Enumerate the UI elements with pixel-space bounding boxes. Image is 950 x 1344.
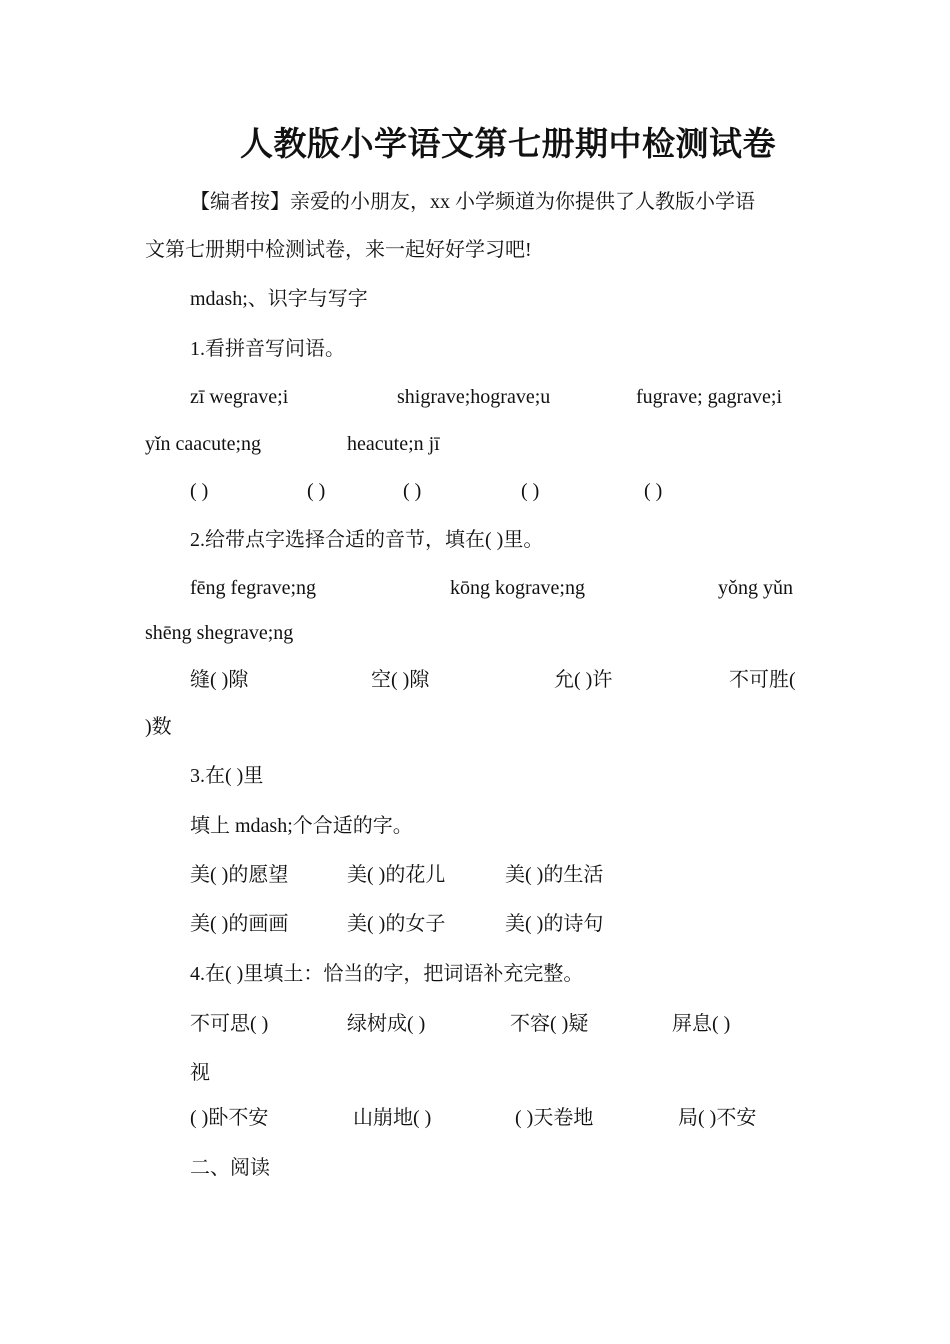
q4-item-6[interactable]: 山崩地( ) xyxy=(353,1107,432,1129)
q3-item-6[interactable]: 美( )的诗句 xyxy=(505,913,604,935)
q4-item-1[interactable]: 不可思( ) xyxy=(190,1013,269,1035)
q1-blank-3[interactable]: ( ) xyxy=(403,480,422,502)
q4-item-4-cont: 视 xyxy=(190,1062,210,1084)
intro-line-1: 【编者按】亲爱的小朋友，xx 小学频道为你提供了人教版小学语 xyxy=(190,191,755,213)
q1-pinyin-2: shigrave;hograve;u xyxy=(397,386,551,408)
section1-heading: mdash;、识字与写字 xyxy=(190,288,368,310)
q1-pinyin-3: fugrave; gagrave;i xyxy=(636,386,783,408)
q2-word-4-cont: )数 xyxy=(145,716,172,738)
q3-item-5[interactable]: 美( )的女子 xyxy=(347,913,446,935)
q1-blank-2[interactable]: ( ) xyxy=(307,480,326,502)
q3-item-3[interactable]: 美( )的生活 xyxy=(505,864,604,886)
q1-pinyin-1: zī wegrave;i xyxy=(190,386,289,408)
q2-pinyin-1: fēng fegrave;ng xyxy=(190,577,317,599)
q4-item-3[interactable]: 不容( )疑 xyxy=(510,1013,589,1035)
q4-item-4[interactable]: 屏息( ) xyxy=(672,1013,731,1035)
q2-pinyin-4: shēng shegrave;ng xyxy=(145,622,294,644)
q3-item-2[interactable]: 美( )的花儿 xyxy=(347,864,446,886)
q4-prompt: 4.在( )里填土：恰当的字，把词语补充完整。 xyxy=(190,963,584,985)
q1-prompt: 1.看拼音写问语。 xyxy=(190,338,345,360)
q1-blank-4[interactable]: ( ) xyxy=(521,480,540,502)
q4-item-7[interactable]: ( )天卷地 xyxy=(515,1107,594,1129)
section2-heading: 二、阅读 xyxy=(190,1157,270,1179)
q1-blank-1[interactable]: ( ) xyxy=(190,480,209,502)
q2-prompt: 2.给带点字选择合适的音节，填在( )里。 xyxy=(190,529,544,551)
intro-line-2: 文第七册期中检测试卷，来一起好好学习吧! xyxy=(145,239,532,261)
q2-word-3[interactable]: 允( )许 xyxy=(554,669,613,691)
q3-prompt: 3.在( )里 xyxy=(190,765,264,787)
q3-item-1[interactable]: 美( )的愿望 xyxy=(190,864,289,886)
q2-word-4[interactable]: 不可胜( xyxy=(729,669,796,691)
q4-item-2[interactable]: 绿树成( ) xyxy=(347,1013,426,1035)
q4-item-8[interactable]: 局( )不安 xyxy=(678,1107,757,1129)
q1-pinyin-5: heacute;n jī xyxy=(347,433,440,455)
q2-word-2[interactable]: 空( )隙 xyxy=(371,669,430,691)
q2-pinyin-3: yǒng yǔn xyxy=(718,577,793,599)
q4-item-5[interactable]: ( )卧不安 xyxy=(190,1107,269,1129)
page-title: 人教版小学语文第七册期中检测试卷 xyxy=(240,124,776,163)
q1-pinyin-4: yǐn caacute;ng xyxy=(145,433,262,455)
q1-blank-5[interactable]: ( ) xyxy=(644,480,663,502)
q2-pinyin-2: kōng kograve;ng xyxy=(450,577,585,599)
q2-word-1[interactable]: 缝( )隙 xyxy=(190,669,249,691)
q3-item-4[interactable]: 美( )的画画 xyxy=(190,913,289,935)
q3-prompt-cont: 填上 mdash;个合适的字。 xyxy=(190,815,413,837)
